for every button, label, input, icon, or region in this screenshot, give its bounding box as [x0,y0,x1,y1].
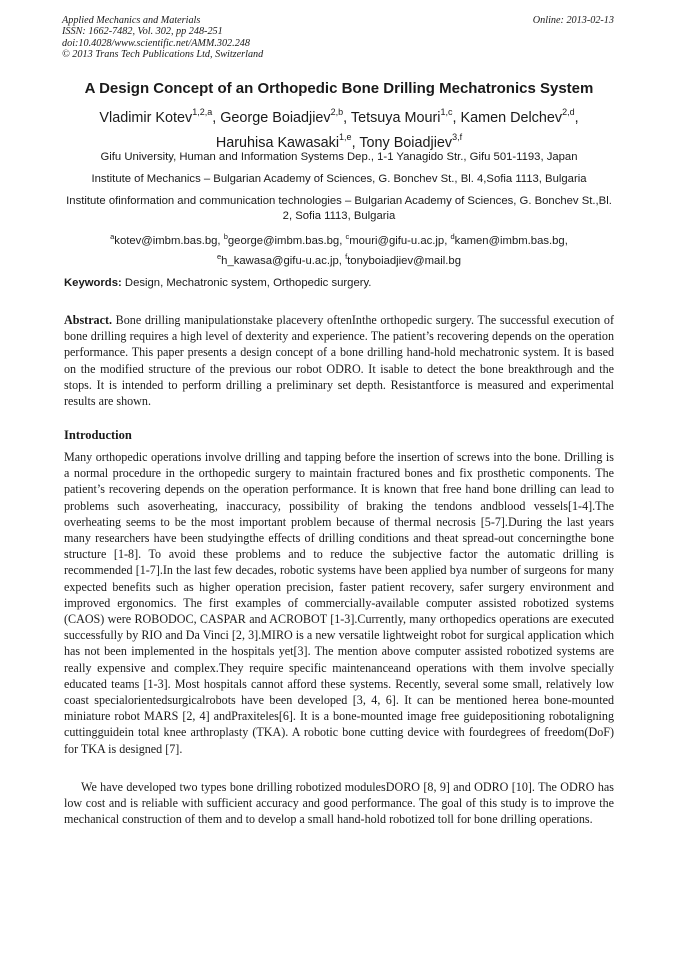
copyright-line: © 2013 Trans Tech Publications Ltd, Switzerland [62,49,264,61]
issn-line: ISSN: 1662-7482, Vol. 302, pp 248-251 [62,26,223,38]
introduction-paragraph-1: Many orthopedic operations involve drilling and tapping before the insertion of screws into the bone. Drilling is a normal procedure in the orthopedic surgery to maintain fractured bones and fix prosthetic components. The patient’s recovering depends on the operation performance. It is known that free hand bone drilling can lead to problems such asoverheating, inaccuracy, possibility of braking the tendons andblood vessels[1-4].The overheating seems to be the most important problem because of thermal necrosis [5-7].During the last years many researchers have been studyingthe effects of drilling conditions and theat spread-out concerningthe bone structure [1-8]. To avoid these problems and to reduce the subjective factor the automatic drilling is recommended [1-7].In the last few decades, robotic systems have been applied bya number of surgeons for many expected benefits such as higher operation precision, faster patient recovery, safer surgery environment and improved ergonomics. The first examples of commercially-available computer assisted robotized systems (CAOS) were ROBODOC, CASPAR and ACROBOT [1-3].Currently, many orthopedics operations are executed successfully by RIO and Da Vinci [2, 3].MIRO is a new versatile lightweight robot for surgical application which has not been implemented in the hospitals yet[3]. The mention above computer assisted robotized systems are really expensive and complex.They require specific maintenanceand operations with them involve specially educated teams [1-3]. Most hospitals cannot afford these systems. Recently, several some small, relatively low coast specialorientedsurgicalrobots have been developed [3, 4, 6]. It can be mentioned herea bone-mounted miniature robot MARS [2, 4] andPraxiteles[6]. It is a bone-mounted image free guidepositioning robotaligning cuttingguidein total knee arthroplasty (TKA). A robotic bone cutting device with fourdegrees of freedom(DoF) for TKA is designed [7]. [64,450,614,756]
paper-title: A Design Concept of an Orthopedic Bone Drilling Mechatronics System [84,80,594,97]
email-list [60,229,618,270]
author-6: Tony Boiadjiev$^{3,f}$ [359,131,463,151]
author-3: Tetsuya Mouri$^{1,c}$, [350,107,461,126]
author-2: George Boiadjiev$^{2,b}$, [220,107,351,126]
introduction-paragraph-2: We have developed two types bone drilling robotized modulesDORO [8, 9] and ODRO [10]. The ODRO has low cost and is reliable with sufficient accuracy and good performance. The goal of this study is to improve the mechanical construction of them and to develop a small hand-hold robotized toll for bone drilling operations. [64,780,614,827]
email-2[interactable]: $^b$george@imbm.bas.bg, [223,232,343,247]
email-6[interactable]: $^f$tonyboiadjiev@mail.bg [345,252,461,268]
abstract-label: Abstract. [64,313,113,327]
author-list [40,103,638,153]
email-3[interactable]: $^c$mouri@gifu-u.ac.jp, [345,232,451,247]
online-date: Online: 2013-02-13 [532,15,614,26]
email-5[interactable]: $^e$h_kawasa@gifu-u.ac.jp, [217,252,342,268]
affiliation-2: Institute of Mechanics – Bulgarian Academy of Sciences, G. Bonchev St., Bl. 4,Sofia 1113, Bulgaria [91,173,587,185]
email-1[interactable]: $^a$kotev@imbm.bas.bg, [110,232,224,247]
keywords-text: Design, Mechatronic system, Orthopedic surgery. [121,277,372,289]
author-1: Vladimir Kotev$^{1,2,a}$, [99,107,221,126]
journal-name: Applied Mechanics and Materials [62,15,201,26]
abstract [64,312,614,409]
email-4[interactable]: $^d$kamen@imbm.bas.bg, [450,232,568,247]
keywords-label: Keywords: [64,277,122,289]
affiliation-1: Gifu University, Human and Information Systems Dep., 1-1 Yanagido Str., Gifu 501-1193, Japan [100,151,578,163]
journal-header [62,15,614,61]
author-5: Haruhisa Kawasaki$^{1,e}$, [215,131,360,151]
keywords [64,276,616,290]
author-4: Kamen Delchev$^{2,d}$, [460,107,579,126]
abstract-text: Bone drilling manipulationstake placevery oftenInthe orthopedic surgery. The successful execution of bone drilling requires a high level of dexterity and experience. The patient’s recovering depends on the operation performance. This paper presents a design concept of a bone drilling hand-hold mechatronic system. It is based on the modified structure of the previous our robot ODRO. It isable to detect the bone breakthrough and the stops. It is intended to perform drilling a preliminary set depth. Resistantforce is measured and experimental results are shown. [64,313,614,409]
doi-line[interactable]: doi:10.4028/www.scientific.net/AMM.302.248 [62,37,250,49]
section-heading-introduction: Introduction [64,428,132,442]
affiliation-3: Institute ofinformation and communication technologies – Bulgarian Academy of Sciences, G. Bonchev St.,Bl. 2, Sofia 1113, Bulgaria [66,195,612,222]
